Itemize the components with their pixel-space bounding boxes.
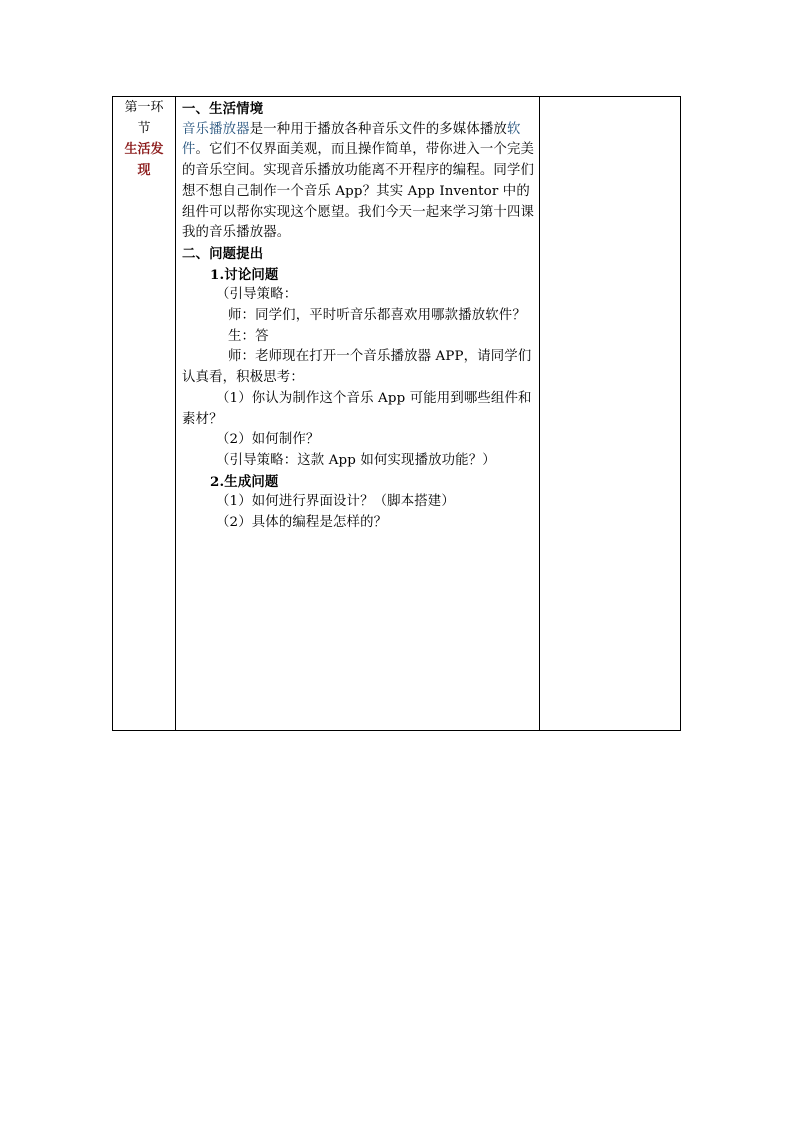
section2-heading: 二、问题提出 [182, 245, 264, 262]
software-term: 软件 [182, 121, 521, 158]
table-row [113, 97, 681, 731]
generated-question-1: （1）如何进行界面设计？（脚本搭建） [216, 494, 455, 510]
guide-strategy-2: （引导策略：这款 App 如何实现播放功能？） [216, 452, 496, 468]
section1-heading: 一、生活情境 [182, 101, 264, 117]
lesson-plan-table [112, 96, 681, 731]
stage-number-line2: 节 [137, 121, 151, 136]
music-player-term: 音乐播放器 [182, 121, 250, 137]
question-2: （2）如何制作？ [216, 432, 320, 448]
question-1: （1）你认为制作这个音乐 App 可能用到哪些组件和素材？ [182, 390, 532, 427]
student-line-1: 生：答 [228, 328, 269, 344]
stage-cell [113, 97, 176, 731]
teacher-line-2: 师：老师现在打开一个音乐播放器 APP，请同学们认真看，积极思考： [182, 349, 532, 386]
content-body [176, 97, 539, 534]
guide-strategy-1: （引导策略： [216, 287, 298, 303]
content-cell [176, 97, 540, 731]
generated-question-2: （2）具体的编程是怎样的？ [216, 515, 388, 531]
sub1-heading: 1.讨论问题 [210, 266, 279, 283]
intro-text-b: 。它们不仅界面美观，而且操作简单，带你进入一个完美的音乐空间。实现音乐播放功能离不开程序的编程。同学们想不想自己制作一个音乐 App？其实 App Inventor 中的组件可以帮你实现这个愿望。我们今天一起来学习第十四课我的音乐播放器。 [182, 142, 535, 241]
intro-text-a: 是一种用于播放各种音乐文件的多媒体播放 [249, 121, 507, 137]
notes-cell [540, 97, 681, 731]
teacher-line-1: 师：同学们，平时听音乐都喜欢用哪款播放软件？ [228, 308, 526, 324]
intro-paragraph [182, 120, 535, 244]
stage-label [113, 97, 175, 181]
stage-name-line2: 现 [137, 163, 151, 178]
stage-number-line1: 第一环 [124, 100, 164, 115]
stage-name-line1: 生活发 [124, 142, 164, 157]
sub2-heading: 2.生成问题 [210, 473, 279, 490]
